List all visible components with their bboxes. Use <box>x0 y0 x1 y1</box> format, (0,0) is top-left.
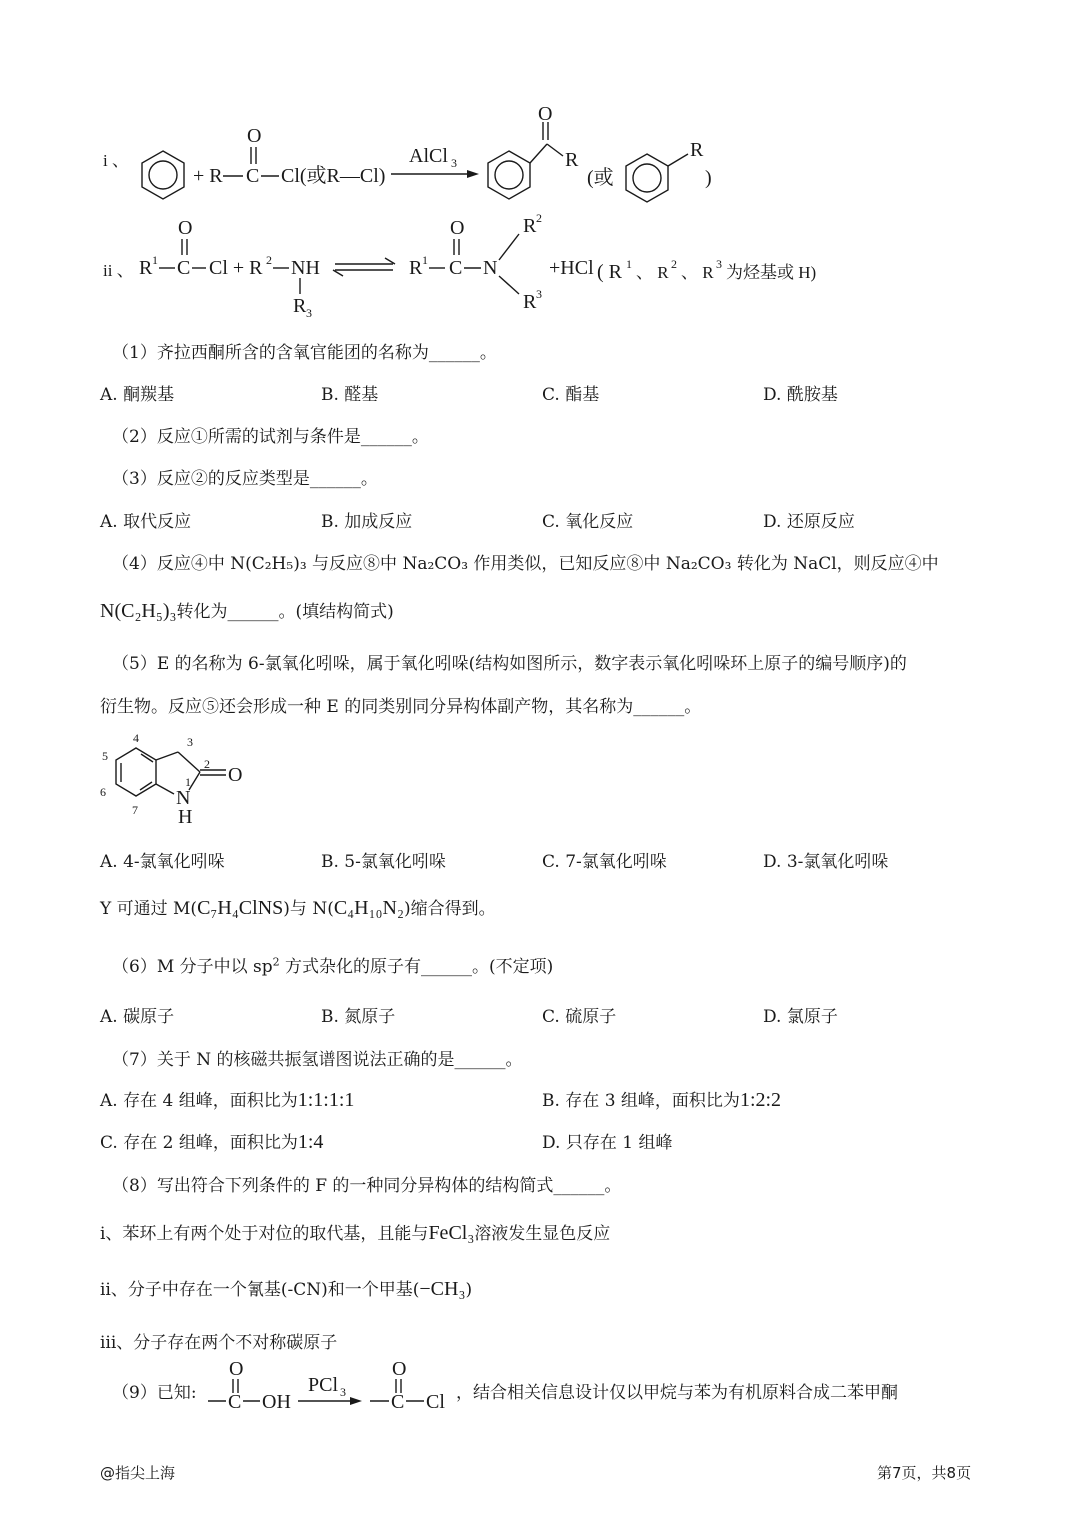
q1-stem: （1）齐拉西酮所含的含氧官能团的名称为______。 <box>112 343 497 363</box>
oxindole-num-5: 5 <box>102 749 108 763</box>
q1-option-c[interactable]: C. 酯基 <box>542 385 600 405</box>
q8-condition-3: ⅲ、分子存在两个不对称碳原子 <box>100 1333 338 1353</box>
q4-formula: N(C₂H₅)₃ <box>100 600 177 622</box>
q6-option-a[interactable]: A. 碳原子 <box>100 1007 175 1027</box>
q3-stem: （3）反应②的反应类型是______。 <box>112 469 378 489</box>
r3-sub: 3 <box>306 306 312 320</box>
q5-stem-line2: 衍生物。反应⑤还会形成一种 E 的同类别同分异构体副产物，其名称为______。 <box>100 697 702 717</box>
reaction-i-scheme <box>95 100 755 212</box>
oxindole-num-4: 4 <box>133 731 139 745</box>
oxindole-h: H <box>178 806 193 828</box>
q7-option-a-text: A. 存在 4 组峰，面积比为 <box>100 1091 298 1111</box>
prod-r2: R <box>523 215 537 237</box>
q1-option-d[interactable]: D. 酰胺基 <box>763 385 838 405</box>
oxindole-num-1: 1 <box>185 775 191 789</box>
q3-option-b[interactable]: B. 加成反应 <box>321 512 413 532</box>
prod-r3-sup: 3 <box>536 287 542 301</box>
o-top-1: O <box>178 217 193 239</box>
catalyst: AlCl <box>409 145 448 167</box>
q7-option-a-ratio: 1:1:1:1 <box>297 1089 355 1111</box>
q1-option-a[interactable]: A. 酮羰基 <box>100 385 175 405</box>
cl-plus-r: Cl + R <box>209 257 263 279</box>
q8-condition-1 <box>100 1219 610 1245</box>
c-1: C <box>177 257 191 279</box>
prod-r1-sup: 1 <box>422 253 428 267</box>
q5-option-b[interactable]: B. 5-氯氧化吲哚 <box>321 852 446 872</box>
r-note-sep2: 、 R <box>681 263 714 282</box>
oxindole-num-3: 3 <box>187 735 193 749</box>
q8-c2-a: ⅱ、分子中存在一个氰基(-CN)和一个甲基( <box>100 1280 420 1300</box>
q7-option-b[interactable] <box>542 1086 781 1112</box>
r-note-sep1: 、 R <box>636 263 669 282</box>
reaction-ii-label: ii 、 <box>103 261 134 280</box>
oxindole-num-6: 6 <box>100 785 106 799</box>
alt-open: (或 <box>587 167 614 189</box>
q8-stem: （8）写出符合下列条件的 F 的一种同分异构体的结构简式______。 <box>112 1176 622 1196</box>
alt-r: R <box>690 139 704 161</box>
carbonyl-o: O <box>247 125 262 147</box>
r3: R <box>293 295 307 317</box>
y-line-b: )与 N( <box>283 899 334 919</box>
q5-option-a[interactable]: A. 4-氯氧化吲哚 <box>100 852 225 872</box>
q7-stem: （7）关于 N 的核磁共振氢谱图说法正确的是______。 <box>112 1050 523 1070</box>
q4-tail: 转化为______。(填结构简式) <box>176 602 394 622</box>
nh: NH <box>291 257 320 279</box>
oxindole-structure <box>96 728 266 828</box>
footer-page-number: 第7页，共8页 <box>877 1464 972 1482</box>
q6-stem <box>112 952 553 977</box>
q6-option-d[interactable]: D. 氯原子 <box>763 1007 838 1027</box>
q6-option-c[interactable]: C. 硫原子 <box>542 1007 617 1027</box>
q9-oh: OH <box>262 1391 291 1413</box>
prod-r2-sup: 2 <box>536 212 542 225</box>
prod-r1: R <box>409 257 423 279</box>
r-note-2: 2 <box>671 257 677 271</box>
reaction-ii-scheme <box>95 212 855 320</box>
r2-sup: 2 <box>266 253 272 267</box>
ch3-formula: −CH₃ <box>419 1278 466 1300</box>
q8-c1-b: 溶液发生显色反应 <box>474 1224 611 1244</box>
q9-c2: C <box>391 1391 405 1413</box>
oxindole-num-7: 7 <box>132 803 138 817</box>
m-formula: C₇H₄ClNS <box>197 897 284 919</box>
q5-option-d[interactable]: D. 3-氯氧化吲哚 <box>763 852 889 872</box>
q9-text: ，结合相关信息设计仅以甲烷与苯为有机原料合成二苯甲酮 <box>456 1383 898 1403</box>
prod-r3: R <box>523 291 537 313</box>
q7-option-c[interactable] <box>100 1128 323 1154</box>
r-note-1: 1 <box>626 257 632 271</box>
oxindole-num-2: 2 <box>204 757 210 771</box>
catalyst-sub: 3 <box>451 156 457 170</box>
q4-stem: （4）反应④中 N(C₂H₅)₃ 与反应⑧中 Na₂CO₃ 作用类似，已知反应⑧中 Na₂CO₃ 转化为 NaCl，则反应④中 <box>112 554 939 574</box>
hcl: +HCl <box>549 257 594 279</box>
q8-c1-a: ⅰ、苯环上有两个处于对位的取代基，且能与 <box>100 1224 429 1244</box>
q7-option-b-text: B. 存在 3 组峰，面积比为 <box>542 1091 740 1111</box>
q9-o1: O <box>229 1358 244 1380</box>
oxindole-o: O <box>228 764 243 786</box>
fecl3-formula: FeCl₃ <box>428 1222 475 1244</box>
q8-c2-b: ) <box>465 1280 473 1300</box>
y-line-a: Y 可通过 M( <box>100 899 198 919</box>
q9-c1: C <box>228 1391 242 1413</box>
q9-cl: Cl <box>426 1391 445 1413</box>
y-line-c: )缩合得到。 <box>403 899 496 919</box>
footer-source: @指尖上海 <box>100 1464 176 1482</box>
q7-option-d[interactable]: D. 只存在 1 组峰 <box>542 1133 673 1153</box>
q7-option-a[interactable] <box>100 1086 354 1112</box>
c-2: C <box>449 257 463 279</box>
r-note-tail: 为烃基或 H) <box>726 263 817 282</box>
q4-line2 <box>100 597 394 623</box>
q5-stem-line1: （5）E 的名称为 6-氯氧化吲哚，属于氧化吲哚(结构如图所示，数字表示氧化吲哚环上原子的编号顺序)的 <box>112 654 907 674</box>
acyl-chloride-label: Cl(或R—Cl) <box>281 165 386 187</box>
benzene-ring <box>142 151 184 199</box>
q1-option-b[interactable]: B. 醛基 <box>321 385 379 405</box>
q3-option-d[interactable]: D. 还原反应 <box>763 512 855 532</box>
y-synthesis-line <box>100 894 496 920</box>
q9-o2: O <box>392 1358 407 1380</box>
reaction-i-label: i 、 <box>103 151 129 170</box>
q7-option-c-ratio: 1:4 <box>297 1131 324 1153</box>
o-top-2: O <box>450 217 465 239</box>
q9-reagent-sub: 3 <box>340 1385 346 1399</box>
q9-label: （9）已知: <box>112 1383 197 1403</box>
q6-stem-sup: 2 <box>272 955 280 969</box>
q7-option-b-ratio: 1:2:2 <box>739 1089 782 1111</box>
product-r: R <box>565 149 579 171</box>
q8-condition-2 <box>100 1275 472 1301</box>
q9-reaction <box>200 1355 460 1415</box>
oxindole-n: N <box>176 787 191 809</box>
r1-sup: 1 <box>152 253 158 267</box>
q7-option-c-text: C. 存在 2 组峰，面积比为 <box>100 1133 298 1153</box>
alt-close: ) <box>705 167 712 189</box>
q6-stem-a: （6）M 分子中以 sp <box>112 957 273 977</box>
q3-option-a[interactable]: A. 取代反应 <box>100 512 192 532</box>
product-benzene-ring <box>488 151 530 199</box>
r-note: ( R <box>597 261 622 283</box>
q9-reagent: PCl <box>308 1374 339 1396</box>
r1: R <box>139 257 153 279</box>
q3-option-c[interactable]: C. 氧化反应 <box>542 512 634 532</box>
q6-option-b[interactable]: B. 氮原子 <box>321 1007 396 1027</box>
r-note-3: 3 <box>716 257 722 271</box>
q6-stem-b: 方式杂化的原子有______。(不定项) <box>279 957 554 977</box>
n-amide: N <box>483 257 498 279</box>
carbonyl-c: C <box>246 165 260 187</box>
q5-option-c[interactable]: C. 7-氯氧化吲哚 <box>542 852 667 872</box>
reagent-r: + R <box>193 165 223 187</box>
n-formula: C₄H₁₀N₂ <box>333 897 404 919</box>
product-o: O <box>538 103 553 125</box>
q2-stem: （2）反应①所需的试剂与条件是______。 <box>112 427 429 447</box>
alt-benzene-ring <box>626 154 668 202</box>
